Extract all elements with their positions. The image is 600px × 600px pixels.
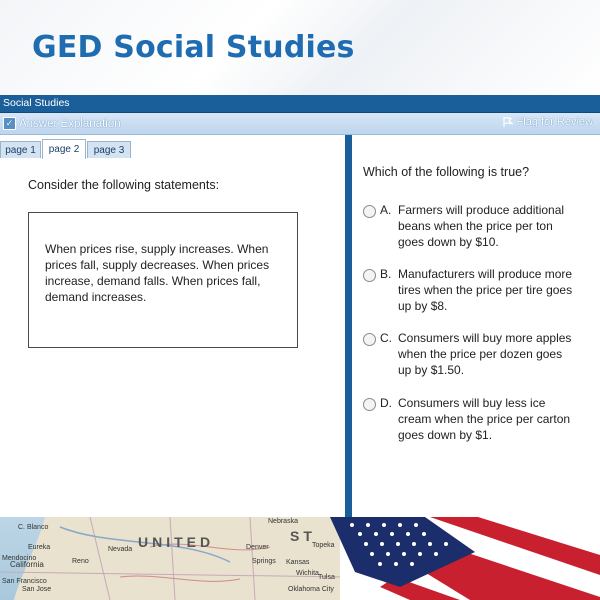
map-label: C. Blanco [18,524,49,531]
pane-divider[interactable] [345,135,352,517]
choice-text: Manufacturers will produce more tires when the price per tire goes up by $8. [398,267,573,313]
radio-button[interactable] [363,398,376,411]
map-label: Reno [72,558,89,565]
map-label: Eureka [28,544,51,551]
map-label: Wichita [296,570,319,577]
tab-label: page 1 [5,144,36,156]
choice-letter: A. [380,203,392,217]
tab-label: page 3 [93,144,125,156]
toolbar [0,113,600,135]
choice-letter: D. [380,396,392,410]
map-label: Denver [246,544,269,551]
choice-letter: C. [380,331,392,345]
map-label: Topeka [312,542,335,549]
app-title: Social Studies [3,97,70,109]
page-title: GED Social Studies [32,30,355,65]
choice-text: Consumers will buy more apples when the price per dozen goes up by $1.50. [398,331,572,377]
flag-for-review-label: Flag for Review [516,116,593,128]
choice-text: Farmers will produce additional beans when the price per ton goes down by $10. [398,203,565,249]
map-label: Springs [252,558,276,565]
map-illustration [0,517,600,600]
map-label: Kansas [286,559,310,566]
choice-letter: B. [380,267,392,281]
us-flag-icon [330,517,600,600]
tab-page-3[interactable] [87,141,131,158]
radio-button[interactable] [363,269,376,282]
map-label: Mendocino [2,555,37,562]
map-label: ST [290,528,316,544]
passage-text: When prices rise, supply increases. When prices fall, supply decreases. When prices increase, demand falls. When prices fall, demand increases. [45,242,270,304]
tab-label: page 2 [48,144,80,155]
tab-page-1[interactable] [0,141,41,158]
radio-button[interactable] [363,205,376,218]
choice-d[interactable] [363,395,588,443]
answer-explanation-label: Answer Explanation [19,117,121,130]
map-label: California [10,560,44,569]
flag-for-review-button[interactable] [502,116,593,128]
flag-icon [502,116,514,128]
map-label: San Francisco [2,578,47,585]
choice-a[interactable] [363,202,588,250]
passage-box [28,212,298,348]
map-label: Tulsa [318,574,335,581]
choice-text: Consumers will buy less ice cream when the price per carton goes down by $1. [398,396,571,442]
choice-b[interactable] [363,266,588,314]
map-label: San Jose [22,586,52,593]
passage-lead: Consider the following statements: [28,178,220,192]
app-title-bar [0,95,600,113]
page-tabs [0,135,345,158]
map-label: UNITED [138,534,215,550]
map-label: Nebraska [268,518,298,525]
passage-pane [0,135,345,517]
map-and-flag-banner [0,517,600,600]
question-prompt: Which of the following is true? [363,165,530,179]
radio-button[interactable] [363,333,376,346]
map-label: Oklahoma City [288,586,334,593]
choice-c[interactable] [363,330,588,378]
tab-page-2[interactable] [42,139,86,159]
map-label: Nevada [108,546,133,553]
checkbox-icon: ✓ [3,117,16,130]
answer-explanation-button[interactable] [3,116,121,131]
question-pane [352,135,600,517]
